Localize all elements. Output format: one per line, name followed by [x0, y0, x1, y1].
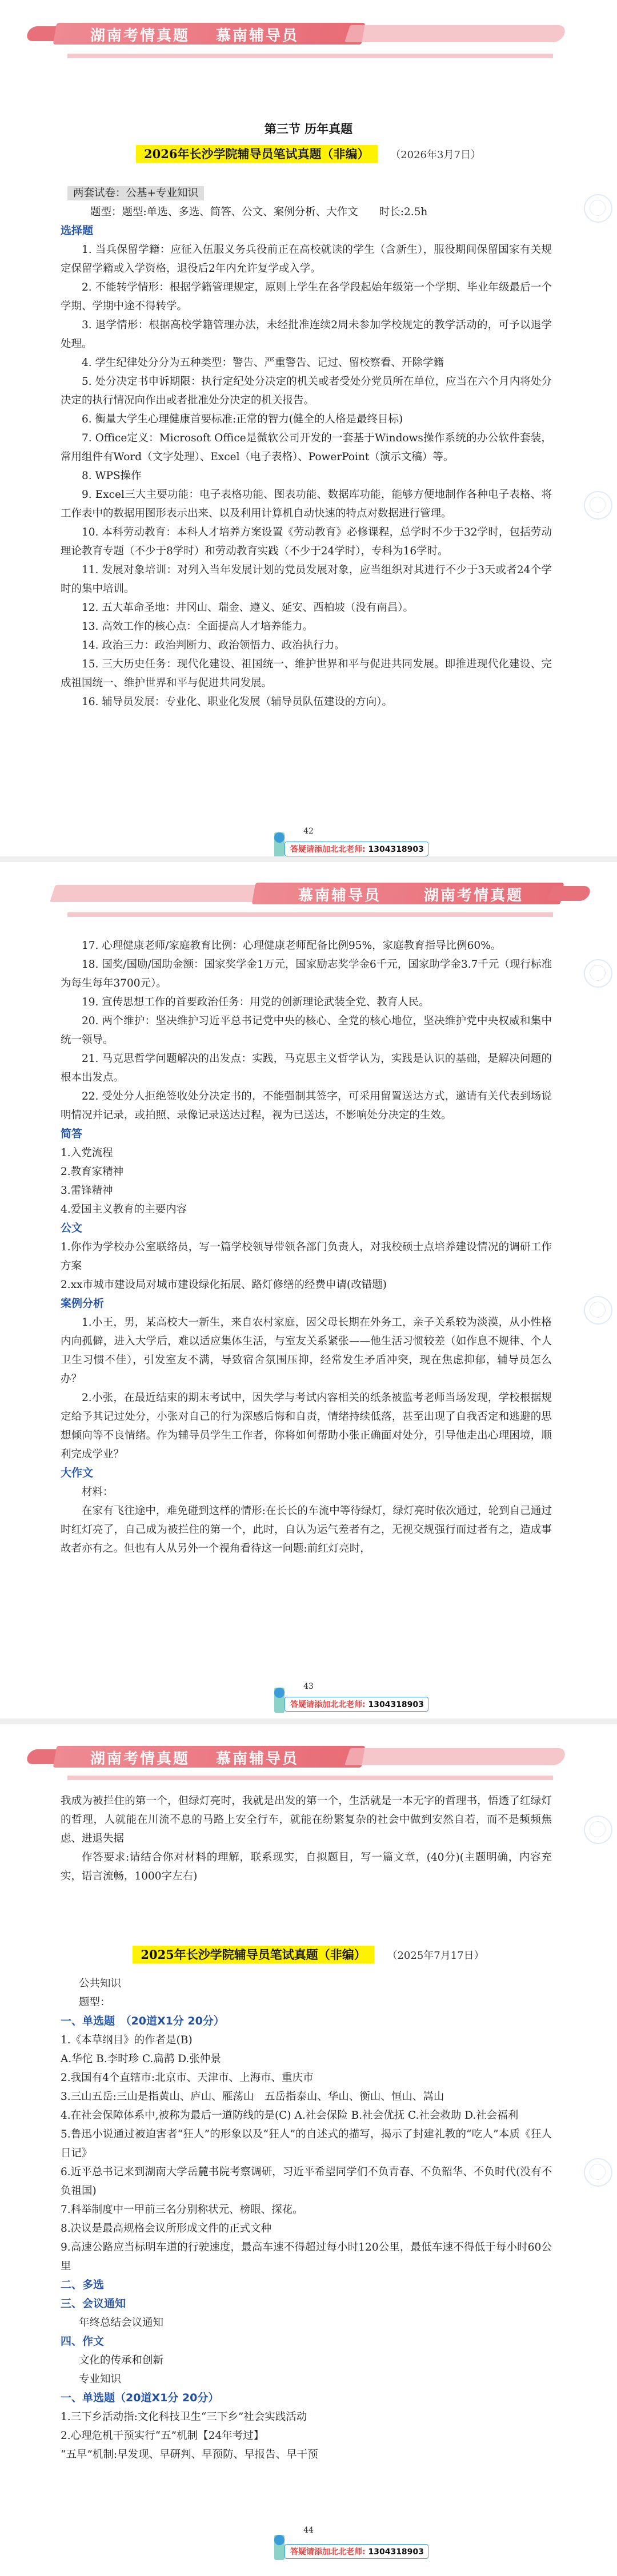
page-43 — [0, 862, 617, 1718]
essay-material-cont: 我成为被拦住的第一个，但绿灯亮时，我就是出发的第一个，生活就是一本无字的哲理书，悟透了红绿灯的哲理，人就能在川流不息的马路上安全行车，就能在纷繁复杂的社会中做到安然自若，而不是频频焦虑、进退失据 — [61, 1795, 552, 1845]
heading-writing: 四、作文 — [61, 2335, 105, 2348]
heading-brief: 简答 — [61, 1128, 83, 1140]
list-item: 年终总结会议通知 — [79, 2317, 164, 2329]
list-item: A.华佗 B.李时珍 C.扁鹊 D.张仲景 — [61, 2053, 221, 2065]
watermark-seal — [584, 491, 612, 520]
footer-contact — [274, 1688, 428, 1713]
footer-contact — [274, 832, 428, 856]
page-42 — [0, 0, 617, 856]
list-item: “五早”机制:早发现、早研判、早预防、早报告、早干预 — [61, 2449, 318, 2461]
page-number: 43 — [303, 1682, 314, 1691]
heading-single-major: 一、单选题（20道X1分 20分） — [61, 2392, 219, 2404]
heading-essay: 大作文 — [61, 1467, 94, 1479]
list-item: 1. 当兵保留学籍：应征入伍服义务兵役前正在高校就读的学生（含新生），服役期间保留国家有关规定保留学籍或入学资格，退役后2年内允许复学或入学。 — [61, 244, 552, 275]
logo-icon — [274, 2535, 285, 2560]
essay-material: 在家有飞往途中，难免碰到这样的情形:在长长的车流中等待绿灯，绿灯亮时依次通过，轮到自己通过时红灯亮了，自己成为被拦住的第一个，此时，自认为运气差者有之，无视交规强行而过者有之，造成事故者亦有之。但也有人从另外一个视角看待这一问题:前红灯亮时， — [61, 1505, 552, 1555]
essay-requirement: 作答要求:请结合你对材料的理解，联系现实，自拟题目，写一篇文章，(40分)(主题明确，内容充实，语言流畅，1000字左右) — [61, 1852, 552, 1882]
list-item: 2.我国有4个直辖市:北京市、天津市、上海市、重庆市 — [61, 2072, 314, 2084]
list-item: 20. 两个维护：坚决维护习近平总书记党中央的核心、全党的核心地位，坚决维护党中央权威和集中统一领导。 — [61, 1015, 552, 1046]
list-item: 2. 不能转学情形：根据学籍管理规定，原则上学生在各学段起始年级第一个学期、毕业年级最后一个学期、学期中途不得转学。 — [61, 281, 552, 312]
banner-tag-left: 湖南考情真题 — [90, 27, 190, 45]
list-item: 2.xx市城市建设局对城市建设绿化拓展、路灯修缮的经费申请(改错题) — [61, 1279, 387, 1291]
list-item: 21. 马克思哲学问题解决的出发点：实践，马克思主义哲学认为，实践是认识的基础，是解决问题的根本出发点。 — [61, 1053, 552, 1084]
list-item: 16. 辅导员发展：专业化、职业化发展（辅导员队伍建设的方向）。 — [82, 696, 393, 708]
exam-date: （2026年3月7日） — [390, 149, 481, 161]
header-divider — [67, 912, 553, 917]
heading-single: 一、单选题 （20道X1分 20分） — [61, 2015, 225, 2027]
list-item: 17. 心理健康老师/家庭教育比例：心理健康老师配备比例95%，家庭教育指导比例60%。 — [82, 940, 502, 952]
list-item: 1.三下乡活动指:文化科技卫生“三下乡”社会实践活动 — [61, 2411, 307, 2423]
list-item: 7.科举制度中一甲前三名分别称状元、榜眼、探花。 — [61, 2204, 303, 2216]
list-item: 15. 三大历史任务：现代化建设、祖国统一、维护世界和平与促进共同发展。即推进现代化建设、完成祖国统一、维护世界和平与促进共同发展。 — [61, 658, 552, 689]
list-item: 1.入党流程 — [61, 1147, 113, 1159]
type-info: 题型：题型:单选、多选、简答、公文、案例分析、大作文 时长:2.5h — [90, 206, 428, 218]
essay-label: 材料： — [82, 1486, 114, 1498]
major-label: 专业知识 — [79, 2373, 122, 2385]
list-item: 9. Excel三大主要功能：电子表格功能、图表功能、数据库功能，能够方便地制作各种电子表格、将工作表中的数据用图形表示出来、以及利用计算机自动快速的特点对数据进行管理。 — [61, 489, 552, 520]
heading-meeting: 三、会议通知 — [61, 2297, 126, 2310]
exam-title-2026 — [0, 145, 617, 162]
heading-case: 案例分析 — [61, 1297, 105, 1310]
footer-contact — [274, 2535, 428, 2560]
header-divider — [67, 54, 553, 58]
page-number: 44 — [303, 2526, 314, 2535]
watermark-seal — [584, 2158, 612, 2187]
exam-title-text: 2026年长沙学院辅导员笔试真题（非编） — [136, 145, 377, 163]
exam-title-text: 2025年长沙学院辅导员笔试真题（非编） — [133, 1946, 374, 1963]
exam-body-2026 — [61, 184, 552, 711]
heading-document: 公文 — [61, 1222, 83, 1234]
list-item: 4.在社会保障体系中,被称为最后一道防线的是(C) A.社会保险 B.社会优抚 C.社会救助 D.社会福利 — [61, 2110, 519, 2122]
paper-info: 公共知识 — [79, 1978, 122, 1990]
exam-date: （2025年7月17日） — [387, 1950, 484, 1962]
list-item: 9.高速公路应当标明车道的行驶速度，最高车速不得超过每小时120公里，最低车速不得低于每小时60公里 — [61, 2241, 552, 2272]
watermark-seal — [584, 1296, 612, 1325]
page-number: 42 — [303, 827, 314, 836]
exam-body-2026-cont — [61, 936, 552, 1558]
list-item: 8. WPS操作 — [82, 470, 142, 482]
logo-icon — [274, 1688, 285, 1713]
list-item: 2.心理危机干预实行“五”机制【24年考过】 — [61, 2430, 265, 2442]
list-item: 5. 处分决定书申诉期限：执行定纪处分决定的机关或者受处分党员所在单位，应当在六个月内将处分决定的执行情况向作出或者批准处分决定的机关报告。 — [61, 376, 552, 406]
essay-continuation — [61, 1792, 552, 1886]
list-item: 14. 政治三力：政治判断力、政治领悟力、政治执行力。 — [82, 639, 345, 651]
list-item: 6.近平总书记来到湖南大学岳麓书院考察调研，习近平希望同学们不负青春、不负韶华、不负时代(没有不负祖国) — [61, 2166, 552, 2197]
page-44 — [0, 1724, 617, 2576]
header-banner — [47, 879, 590, 908]
footer-phone: 1304318903 — [368, 845, 424, 854]
list-item: 2.小张，在最近结束的期末考试中，因失学与考试内容相关的纸条被监考老师当场发现，学校根据规定给予其记过处分，小张对自己的行为深感后悔和自责，情绪持续低落，甚至出现了自我否定和逃避的思想倾向等不良情绪。作为辅导员学生工作者，你将如何帮助小张正确面对处分，引导他走出心理困境，顺利完成学业？ — [61, 1392, 552, 1460]
list-item: 6. 衡量大学生心理健康首要标准:正常的智力(健全的人格是最终目标) — [82, 413, 403, 425]
watermark-seal — [584, 1816, 612, 1844]
footer-phone: 1304318903 — [368, 1700, 424, 1709]
watermark-seal — [584, 194, 612, 223]
list-item: 3.雷锋精神 — [61, 1185, 113, 1197]
list-item: 5.鲁迅小说通过被迫害者“狂人”的形象以及“狂人”的自述式的描写，揭示了封建礼教的“吃人”本质《狂人日记》 — [61, 2128, 552, 2159]
list-item: 19. 宣传思想工作的首要政治任务：用党的创新理论武装全党、教育人民。 — [82, 996, 430, 1008]
list-item: 4.爱国主义教育的主要内容 — [61, 1204, 187, 1215]
footer-label: 答疑请添加北北老师: — [290, 1700, 366, 1709]
list-item: 11. 发展对象培训：对列入当年发展计划的党员发展对象，应当组织对其进行不少于3天或者24个学时的集中培训。 — [61, 564, 552, 595]
heading-choice: 选择题 — [61, 224, 94, 237]
paper-info: 两套试卷：公基+专业知识 — [67, 186, 204, 200]
heading-multi: 二、多选 — [61, 2279, 105, 2291]
list-item: 8.决议是最高规格会议所形成文件的正式文种 — [61, 2223, 272, 2235]
list-item: 22. 受处分人拒绝签收处分决定书的，不能强制其签字，可采用留置送达方式，邀请有关代表到场说明情况并记录，或拍照、录像记录送达过程，视为已送达，不影响处分决定的生效。 — [61, 1090, 552, 1121]
exam-body-2025 — [61, 1974, 552, 2464]
header-divider — [67, 1776, 553, 1780]
list-item: 18. 国奖/国励/国助金额：国家奖学金1万元，国家励志奖学金6千元，国家助学金3.7千元（现行标准为每生每年3700元）。 — [61, 959, 552, 989]
footer-label: 答疑请添加北北老师: — [290, 2547, 366, 2557]
list-item: 3.三山五岳:三山是指黄山、庐山、雁荡山 五岳指泰山、华山、衡山、恒山、嵩山 — [61, 2091, 444, 2103]
footer-phone: 1304318903 — [368, 2547, 424, 2557]
list-item: 2.教育家精神 — [61, 1166, 124, 1178]
logo-icon — [274, 832, 285, 856]
type-info: 题型： — [79, 1997, 111, 2009]
watermark-seal — [584, 959, 612, 988]
banner-tag-left: 慕南辅导员 — [298, 887, 382, 904]
list-item: 文化的传承和创新 — [79, 2354, 164, 2366]
list-item: 3. 退学情形：根据高校学籍管理办法，未经批准连续2周未参加学校规定的教学活动的，可予以退学处理。 — [61, 319, 552, 350]
list-item: 4. 学生纪律处分分为五种类型：警告、严重警告、记过、留校察看、开除学籍 — [82, 357, 444, 369]
exam-title-2025 — [0, 1946, 617, 1963]
footer-label: 答疑请添加北北老师: — [290, 845, 366, 854]
banner-tag-right: 慕南辅导员 — [216, 1750, 299, 1768]
list-item: 12. 五大革命圣地：井冈山、瑞金、遵义、延安、西柏坡（没有南昌）。 — [82, 602, 414, 614]
banner-tag-right: 慕南辅导员 — [216, 27, 299, 45]
list-item: 10. 本科劳动教育：本科人才培养方案设置《劳动教育》必修课程，总学时不少于32学时，包括劳动理论教育专题（不少于8学时）和劳动教育实践（不少于24学时），专科为16学时。 — [61, 526, 552, 557]
header-banner — [27, 1742, 570, 1771]
list-item: 13. 高效工作的核心点：全面提高人才培养能力。 — [82, 621, 314, 633]
banner-tag-left: 湖南考情真题 — [90, 1750, 190, 1768]
header-banner — [27, 19, 570, 48]
list-item: 1.小王，男，某高校大一新生，来自农村家庭，因父母长期在外务工，亲子关系较为淡漠，从小性格内向孤僻，进入大学后，难以适应集体生活，与室友关系紧张——他生活习惯较差（如作息不规律、个人卫生习惯不佳），引发室友不满，导致宿舍氛围压抑，经常发生矛盾冲突，现在焦虑抑郁，辅导员怎么办？ — [61, 1317, 552, 1385]
list-item: 7. Office定义：Microsoft Office是微软公司开发的一套基于Windows操作系统的办公软件套装，常用组件有Word（文字处理）、Excel（电子表格）、PowerPoint（演示文稿）等。 — [61, 432, 552, 463]
banner-tag-right: 湖南考情真题 — [424, 887, 524, 904]
section-title: 第三节 历年真题 — [264, 122, 353, 136]
list-item: 1.你作为学校办公室联络员，写一篇学校领导带领各部门负责人，对我校硕士点培养建设情况的调研工作方案 — [61, 1241, 552, 1272]
list-item: 1.《本草纲目》的作者是(B) — [61, 2034, 193, 2046]
